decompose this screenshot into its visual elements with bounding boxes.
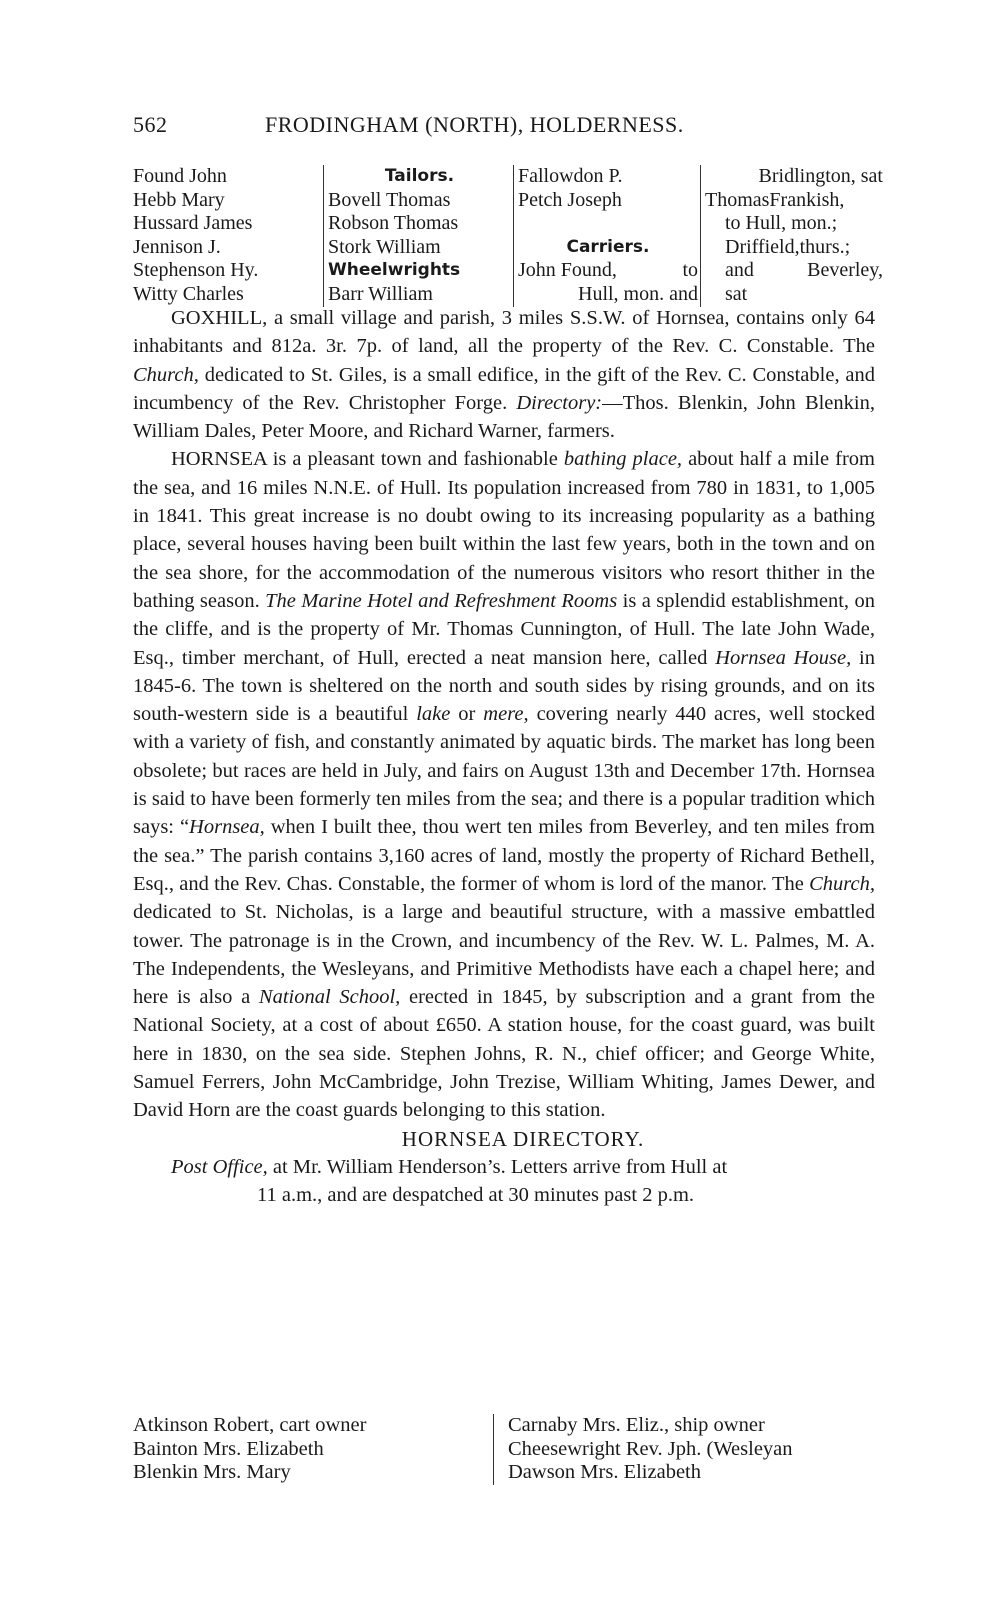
carrier-text: and (725, 259, 754, 281)
carriers-heading: Carriers. (566, 236, 650, 257)
list-item: ThomasFrankish, (705, 188, 845, 211)
list-item: Petch Joseph (518, 188, 622, 211)
italic-run: lake (416, 703, 451, 726)
names-column-2 (323, 165, 511, 307)
names-column-1 (133, 165, 318, 307)
list-item: Hull, mon. and (578, 282, 698, 305)
italic-run: mere, (483, 703, 529, 726)
page-number: 562 (133, 112, 168, 137)
list-item: Atkinson Robert, cart owner (133, 1414, 367, 1436)
running-title: FRODINGHAM (NORTH), HOLDERNESS. (265, 112, 684, 137)
text-run: dedicated to St. Nicholas, is a large and beautiful structure, with a massive embattled tower. The patronage is in the Crown, and incumbency of the Rev. W. L. Palmes, M. A. The Independents, the Wesleyans, and Primitive Methodists have each a chapel here; and here is also a (133, 901, 875, 1009)
text-run: at Mr. William Henderson’s. Letters arrive from Hull at (267, 1155, 728, 1178)
text-run: dedicated to St. Giles, is a small edifice, in the gift of the Rev. C. Constable, and incumbency of the Rev. Christopher Forge. (133, 363, 875, 414)
italic-run: National School, (258, 986, 401, 1009)
text-run: when I built thee, thou wert ten miles from Beverley, and ten miles from the sea.” The parish contains 3,160 acres of land, mostly the property of Richard Bethell, Esq., and the Rev. Chas. Constable, the former of whom is lord of the manor. The (133, 816, 875, 895)
text-run: about half a mile from the sea, and 16 miles N.N.E. of Hull. Its population increased from 780 in 1831, to 1,005 in 1841. This great increase is no doubt owing to its increasing popularity as a bathing place, several houses having been built within the last few years, both in the town and on the sea shore, for the accommodation of the numerous visitors who resort thither in the bathing season. (133, 448, 875, 612)
text-run: —Thos. Blenkin, John Blenkin, William Dales, Peter Moore, and Richard Warner, farmers. (133, 391, 875, 443)
text-run: in 1845-6. The town is sheltered on the north and south sides by rising grounds, and on its south-western side is a beautiful (133, 646, 876, 726)
italic-run: Church, (133, 363, 199, 386)
list-item: Hebb Mary (133, 188, 225, 211)
list-item: Barr William (328, 282, 433, 305)
list-item: Fallowdon P. (518, 165, 623, 187)
list-item: Witty Charles (133, 282, 244, 305)
list-item: sat (725, 282, 748, 305)
italic-run: The Marine Hotel and Refreshment Rooms (265, 589, 618, 612)
carrier-text: to (682, 259, 698, 281)
directory-column-left (133, 1414, 488, 1485)
list-item: Robson Thomas (328, 212, 459, 234)
names-column-3 (513, 165, 698, 307)
list-item (518, 259, 698, 283)
list-item: Carnaby Mrs. Eliz., ship owner (508, 1414, 765, 1436)
carrier-text: John Found, (518, 259, 617, 281)
trade-columns (133, 165, 883, 313)
list-item: Bovell Thomas (328, 188, 451, 211)
text-run: 11 a.m., and are despatched at 30 minutes past 2 p.m. (257, 1184, 695, 1207)
text-run: erected in 1845, by subscription and a grant from the National Society, at a cost of about £650. A station house, for the coast guard, was built here in 1830, on the sea side. Stephen Johns, R. N., chief officer; and George White, Samuel Ferrers, John McCambridge, John Trezise, William Whiting, James Dewer, and David Horn are the coast guards belonging to this station. (133, 986, 875, 1122)
names-column-4 (700, 165, 883, 307)
tailors-heading: Tailors. (384, 166, 455, 186)
directory-heading: HORNSEA DIRECTORY. (401, 1126, 645, 1151)
italic-run: Church, (809, 872, 875, 895)
list-item: Dawson Mrs. Elizabeth (508, 1461, 701, 1483)
list-item: Stephenson Hy. (133, 259, 259, 281)
carrier-text: Beverley, (807, 259, 883, 281)
list-item: Cheesewright Rev. Jph. (Wesleyan (508, 1437, 793, 1460)
wheelwrights-heading: Wheelwrights (328, 260, 461, 280)
italic-run: Directory: (516, 391, 603, 414)
text-run: is a splendid establishment, on the cliffe, and is the property of Mr. Thomas Cunnington, of Hull. The late John Wade, Esq., timber merchant, of Hull, erected a neat mansion here, called (133, 589, 875, 669)
italic-run: Hornsea House, (715, 646, 852, 669)
list-item: Found John (133, 165, 227, 187)
main-text (133, 304, 875, 1210)
text-run: GOXHILL, a small village and parish, 3 miles S.S.W. of Hornsea, contains only 64 inhabitants and 812a. 3r. 7p. of land, all the property of the Rev. C. Constable. The (133, 307, 875, 358)
post-office-notice (133, 1153, 875, 1210)
text-run: HORNSEA is a pleasant town and fashionable (171, 448, 564, 471)
hornsea-paragraph (133, 445, 875, 1124)
text-run: or (450, 703, 484, 726)
list-item: Driffield,thurs.; (725, 235, 851, 258)
list-item: Bridlington, sat (758, 165, 883, 187)
directory-column-right (493, 1414, 888, 1485)
italic-run: Post Office, (171, 1155, 268, 1178)
list-item: Stork William (328, 235, 441, 258)
list-item: Blenkin Mrs. Mary (133, 1461, 291, 1483)
list-item (705, 259, 883, 283)
goxhill-paragraph (133, 304, 875, 445)
list-item: Hussard James (133, 212, 253, 234)
list-item: to Hull, mon.; (725, 212, 838, 234)
italic-run: Hornsea, (189, 816, 265, 839)
list-item: Bainton Mrs. Elizabeth (133, 1437, 324, 1460)
text-run: covering nearly 440 acres, well stocked with a variety of fish, and constantly animated by aquatic birds. The market has long been obsolete; but races are held in July, and fairs on August 13th and December 17th. Hornsea is said to have been formerly ten miles from the sea; and there is a popular tradition which says: “ (133, 703, 875, 839)
list-item: Jennison J. (133, 235, 221, 258)
italic-run: bathing place, (563, 448, 683, 471)
